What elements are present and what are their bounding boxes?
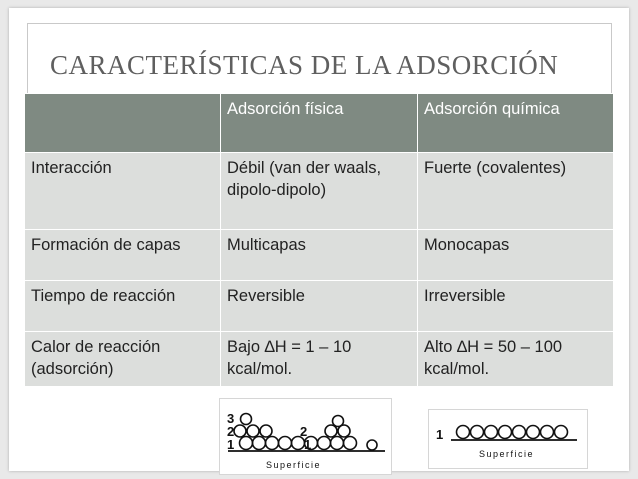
table-cell: Multicapas: [221, 230, 418, 281]
table-cell: Débil (van der waals, dipolo-dipolo): [221, 153, 418, 230]
table-cell: Irreversible: [418, 281, 614, 332]
table-cell: Fuerte (covalentes): [418, 153, 614, 230]
table-header-empty: [25, 94, 221, 153]
table-header-row: [25, 94, 614, 153]
monolayer-diagram: [429, 410, 587, 468]
table-row: [25, 230, 614, 281]
table-cell: Calor de reacción (adsorción): [25, 332, 221, 387]
surface-label: Superficie: [479, 449, 535, 459]
table-cell: Alto ∆H = 50 – 100 kcal/mol.: [418, 332, 614, 387]
table-cell: Monocapas: [418, 230, 614, 281]
table-cell: Bajo ∆H = 1 – 10 kcal/mol.: [221, 332, 418, 387]
layer-label: 1: [227, 437, 235, 452]
layer-label: 2: [227, 424, 235, 439]
table-cell: Formación de capas: [25, 230, 221, 281]
table-header-physical: Adsorción física: [221, 94, 418, 153]
surface-label: Superficie: [266, 460, 322, 470]
table-cell: Tiempo de reacción: [25, 281, 221, 332]
table-header-chemical: Adsorción química: [418, 94, 614, 153]
table-cell: Reversible: [221, 281, 418, 332]
monolayer-adsorption-figure: [428, 409, 588, 469]
layer-label: 1: [436, 427, 444, 442]
multilayer-adsorption-figure: [219, 398, 392, 475]
comparison-table: [24, 93, 614, 387]
layer-label: 3: [227, 411, 235, 426]
table-row: [25, 153, 614, 230]
table-cell: Interacción: [25, 153, 221, 230]
multilayer-diagram: [220, 399, 391, 474]
layer-label: 2: [300, 424, 308, 439]
table-row: [25, 332, 614, 387]
layer-label: 1: [304, 437, 312, 452]
slide-title: CARACTERÍSTICAS DE LA ADSORCIÓN: [50, 50, 559, 80]
table-row: [25, 281, 614, 332]
